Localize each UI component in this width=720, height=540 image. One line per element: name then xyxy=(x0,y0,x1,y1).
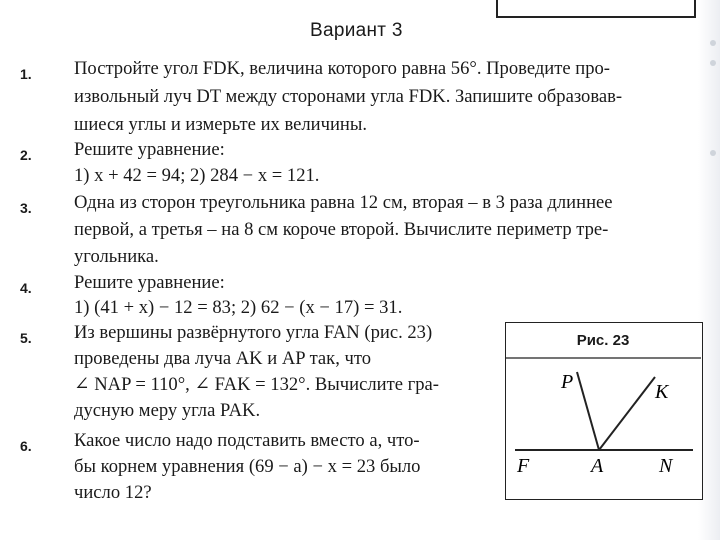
problem-line: Какое число надо подставить вместо a, что- xyxy=(74,430,420,451)
problem-number: 5. xyxy=(20,330,32,346)
ray-ap xyxy=(577,372,599,450)
label-n: N xyxy=(659,455,673,477)
problem-line: Из вершины развёрнутого угла FAN (рис. 23) xyxy=(74,322,433,343)
problem-line: Одна из сторон треугольника равна 12 см, вторая – в 3 раза длиннее xyxy=(74,192,613,213)
problem-line: число 12? xyxy=(74,482,152,503)
problem-line: Решите уравнение: xyxy=(74,139,225,160)
problem-number: 4. xyxy=(20,280,32,296)
label-f: F xyxy=(517,455,530,477)
problem-number: 1. xyxy=(20,66,32,82)
problem-line: 1) (41 + x) − 12 = 83; 2) 62 − (x − 17) = 31. xyxy=(74,297,403,318)
problem-line: дусную меру угла PAK. xyxy=(74,400,261,421)
ray-ak xyxy=(599,377,655,450)
problem-line: извольный луч DT между сторонами угла FDK. Запишите образовав- xyxy=(74,86,623,107)
problem-line: Решите уравнение: xyxy=(74,272,225,293)
problem-line: 1) x + 42 = 94; 2) 284 − x = 121. xyxy=(74,165,320,186)
problem-line: угольника. xyxy=(74,246,159,267)
problem-line: Постройте угол FDK, величина которого равна 56°. Проведите про- xyxy=(74,58,611,79)
label-a: A xyxy=(591,455,604,477)
problem-number: 2. xyxy=(20,147,32,163)
variant-title: Вариант 3 xyxy=(310,20,403,41)
problem-number: 3. xyxy=(20,200,32,216)
header-box xyxy=(496,0,696,18)
problem-line: шиеся углы и измерьте их величины. xyxy=(74,114,368,135)
problem-line: проведены два луча AK и AP так, что xyxy=(74,348,372,369)
problem-line: ∠ NAP = 110°, ∠ FAK = 132°. Вычислите гра- xyxy=(74,374,439,395)
problem-line: первой, а третья – на 8 см короче второй. Вычислите периметр тре- xyxy=(74,219,609,240)
problem-number: 6. xyxy=(20,438,32,454)
problem-line: бы корнем уравнения (69 − a) − x = 23 было xyxy=(74,456,421,477)
figure-caption: Рис. 23 xyxy=(576,332,630,349)
label-k: K xyxy=(655,381,669,403)
label-p: P xyxy=(561,371,574,393)
